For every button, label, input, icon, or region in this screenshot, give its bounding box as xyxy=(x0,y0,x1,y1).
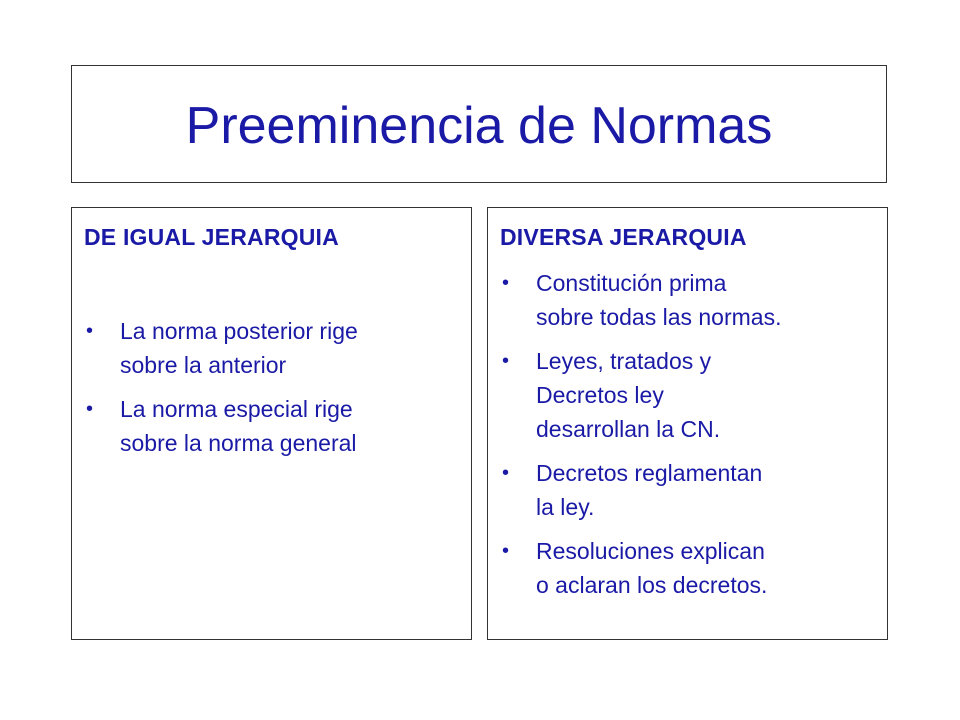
slide-title: Preeminencia de Normas xyxy=(185,97,773,155)
left-bullet-list xyxy=(84,314,463,470)
list-item-text: La norma especial rige sobre la norma general xyxy=(120,396,357,456)
bullet-icon: • xyxy=(502,462,510,484)
list-item xyxy=(500,344,879,446)
left-panel-heading: DE IGUAL JERARQUIA xyxy=(84,224,339,250)
title-box xyxy=(71,65,887,183)
right-panel xyxy=(487,207,888,640)
list-item xyxy=(500,534,879,602)
bullet-icon: • xyxy=(502,350,510,372)
list-item xyxy=(84,314,463,382)
bullet-icon: • xyxy=(86,398,94,420)
bullet-icon: • xyxy=(502,272,510,294)
list-item xyxy=(500,456,879,524)
list-item-text: Decretos reglamentan la ley. xyxy=(536,460,763,520)
list-item-text: La norma posterior rige sobre la anterior xyxy=(120,318,358,378)
list-item-text: Constitución prima sobre todas las normas. xyxy=(536,270,782,330)
right-bullet-list xyxy=(500,266,879,612)
bullet-icon: • xyxy=(86,320,94,342)
list-item xyxy=(84,392,463,460)
list-item xyxy=(500,266,879,334)
list-item-text: Resoluciones explican o aclaran los decretos. xyxy=(536,538,768,598)
bullet-icon: • xyxy=(502,540,510,562)
left-panel xyxy=(71,207,472,640)
list-item-text: Leyes, tratados y Decretos ley desarrollan la CN. xyxy=(536,348,721,442)
right-panel-heading: DIVERSA JERARQUIA xyxy=(500,224,747,250)
